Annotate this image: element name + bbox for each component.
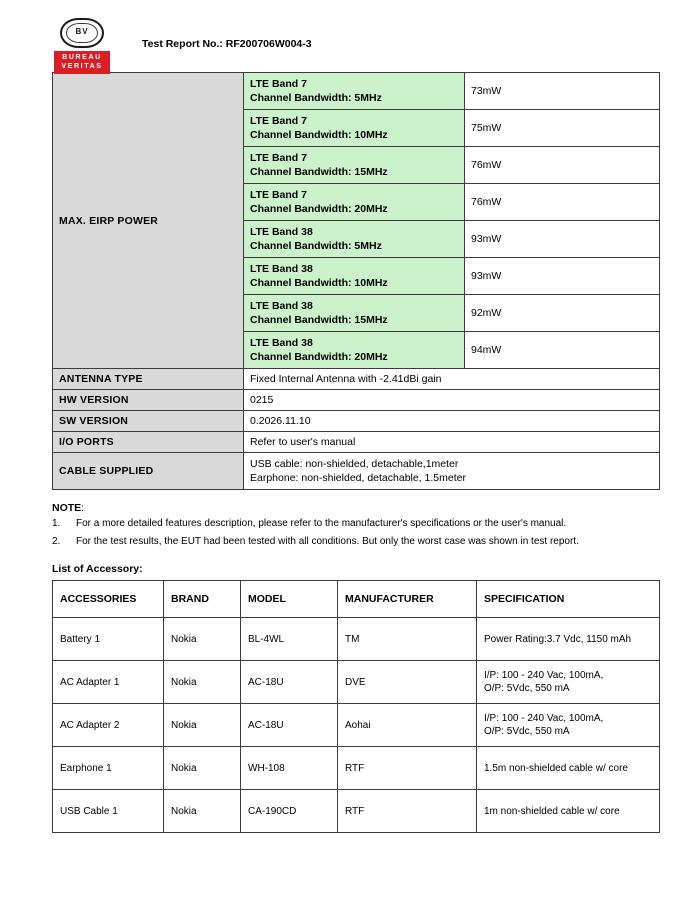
cell-specification bbox=[477, 618, 660, 661]
cell-specification bbox=[477, 790, 660, 833]
column-header-specification: SPECIFICATION bbox=[477, 581, 660, 618]
band-cell bbox=[244, 221, 465, 258]
cell-specification bbox=[477, 661, 660, 704]
spec-line-1: Power Rating:3.7 Vdc, 1150 mAh bbox=[484, 633, 632, 645]
logo-bar-line2: VERITAS bbox=[61, 63, 103, 70]
note-title-colon: : bbox=[81, 502, 85, 514]
spec-line-2: O/P: 5Vdc, 550 mA bbox=[484, 726, 570, 737]
column-header-accessories: ACCESSORIES bbox=[53, 581, 164, 618]
note-section bbox=[52, 502, 660, 549]
cell-brand: Nokia bbox=[164, 747, 241, 790]
row-value-sw-version: 0.2026.11.10 bbox=[244, 411, 660, 432]
eirp-value: 94mW bbox=[465, 332, 660, 369]
spec-line-1: I/P: 100 - 240 Vac, 100mA, bbox=[484, 713, 604, 724]
band-bandwidth: Channel Bandwidth: 20MHz bbox=[250, 351, 388, 363]
row-label-io-ports: I/O PORTS bbox=[53, 432, 244, 453]
bureau-veritas-logo bbox=[54, 18, 110, 74]
table-row bbox=[53, 704, 660, 747]
band-name: LTE Band 7 bbox=[250, 189, 307, 201]
cell-accessory: Battery 1 bbox=[53, 618, 164, 661]
row-value-antenna-type: Fixed Internal Antenna with -2.41dBi gain bbox=[244, 369, 660, 390]
band-name: LTE Band 38 bbox=[250, 337, 313, 349]
row-label-hw-version: HW VERSION bbox=[53, 390, 244, 411]
column-header-brand: BRAND bbox=[164, 581, 241, 618]
band-bandwidth: Channel Bandwidth: 5MHz bbox=[250, 240, 382, 252]
band-bandwidth: Channel Bandwidth: 15MHz bbox=[250, 314, 388, 326]
band-bandwidth: Channel Bandwidth: 20MHz bbox=[250, 203, 388, 215]
band-name: LTE Band 7 bbox=[250, 78, 307, 90]
cell-accessory: USB Cable 1 bbox=[53, 790, 164, 833]
cell-model: WH-108 bbox=[241, 747, 338, 790]
cell-manufacturer: DVE bbox=[338, 661, 477, 704]
table-row bbox=[53, 790, 660, 833]
cell-model: BL-4WL bbox=[241, 618, 338, 661]
cable-line-2: Earphone: non-shielded, detachable, 1.5meter bbox=[250, 472, 466, 484]
cell-brand: Nokia bbox=[164, 790, 241, 833]
list-item bbox=[52, 517, 660, 531]
band-cell bbox=[244, 110, 465, 147]
row-value-hw-version: 0215 bbox=[244, 390, 660, 411]
cell-specification bbox=[477, 704, 660, 747]
accessory-table bbox=[52, 580, 660, 833]
cell-brand: Nokia bbox=[164, 704, 241, 747]
band-bandwidth: Channel Bandwidth: 5MHz bbox=[250, 92, 382, 104]
table-row bbox=[53, 432, 660, 453]
band-name: LTE Band 38 bbox=[250, 300, 313, 312]
spec-line-1: 1m non-shielded cable w/ core bbox=[484, 805, 620, 817]
cell-accessory: AC Adapter 2 bbox=[53, 704, 164, 747]
eirp-label: MAX. EIRP POWER bbox=[53, 73, 244, 369]
note-title-text: NOTE bbox=[52, 502, 82, 514]
note-text: For the test results, the EUT had been tested with all conditions. But only the worst case was shown in test report. bbox=[76, 536, 579, 547]
accessory-title: List of Accessory: bbox=[52, 563, 143, 575]
logo-bar-line1: BUREAU bbox=[62, 54, 102, 61]
spec-line-1: I/P: 100 - 240 Vac, 100mA, bbox=[484, 670, 604, 681]
column-header-manufacturer: MANUFACTURER bbox=[338, 581, 477, 618]
table-row bbox=[53, 411, 660, 432]
spec-line-2: O/P: 5Vdc, 550 mA bbox=[484, 683, 570, 694]
cell-model: AC-18U bbox=[241, 704, 338, 747]
cell-manufacturer: RTF bbox=[338, 790, 477, 833]
table-row bbox=[53, 390, 660, 411]
row-label-antenna-type: ANTENNA TYPE bbox=[53, 369, 244, 390]
cell-accessory: Earphone 1 bbox=[53, 747, 164, 790]
band-bandwidth: Channel Bandwidth: 15MHz bbox=[250, 166, 388, 178]
eirp-value: 92mW bbox=[465, 295, 660, 332]
eirp-value: 93mW bbox=[465, 258, 660, 295]
seal-text: BV bbox=[75, 27, 89, 36]
table-row bbox=[53, 618, 660, 661]
eirp-value: 73mW bbox=[465, 73, 660, 110]
band-cell bbox=[244, 258, 465, 295]
band-name: LTE Band 38 bbox=[250, 226, 313, 238]
cell-manufacturer: Aohai bbox=[338, 704, 477, 747]
cell-brand: Nokia bbox=[164, 618, 241, 661]
spec-line-1: 1.5m non-shielded cable w/ core bbox=[484, 762, 628, 774]
column-header-model: MODEL bbox=[241, 581, 338, 618]
band-cell bbox=[244, 147, 465, 184]
document-header bbox=[22, 0, 678, 72]
table-row bbox=[53, 369, 660, 390]
cell-manufacturer: TM bbox=[338, 618, 477, 661]
note-title bbox=[52, 502, 660, 514]
band-name: LTE Band 7 bbox=[250, 152, 307, 164]
row-value-io-ports: Refer to user's manual bbox=[244, 432, 660, 453]
band-bandwidth: Channel Bandwidth: 10MHz bbox=[250, 277, 388, 289]
row-label-sw-version: SW VERSION bbox=[53, 411, 244, 432]
eirp-value: 76mW bbox=[465, 147, 660, 184]
eirp-value: 76mW bbox=[465, 184, 660, 221]
note-number: 1. bbox=[52, 518, 61, 529]
eirp-value: 75mW bbox=[465, 110, 660, 147]
report-number: Test Report No.: RF200706W004-3 bbox=[142, 38, 312, 50]
table-row bbox=[53, 73, 660, 110]
note-list bbox=[52, 517, 660, 549]
list-item bbox=[52, 535, 660, 549]
cell-accessory: AC Adapter 1 bbox=[53, 661, 164, 704]
eirp-value: 93mW bbox=[465, 221, 660, 258]
row-label-cable-supplied: CABLE SUPPLIED bbox=[53, 453, 244, 490]
band-bandwidth: Channel Bandwidth: 10MHz bbox=[250, 129, 388, 141]
row-value-cable-supplied bbox=[244, 453, 660, 490]
band-cell bbox=[244, 184, 465, 221]
cell-model: CA-190CD bbox=[241, 790, 338, 833]
cable-line-1: USB cable: non-shielded, detachable,1meter bbox=[250, 458, 459, 470]
band-name: LTE Band 7 bbox=[250, 115, 307, 127]
band-name: LTE Band 38 bbox=[250, 263, 313, 275]
cell-manufacturer: RTF bbox=[338, 747, 477, 790]
seal-icon bbox=[60, 18, 104, 48]
cell-brand: Nokia bbox=[164, 661, 241, 704]
logo-bar bbox=[54, 51, 110, 74]
note-text: For a more detailed features description, please refer to the manufacturer's specifications or the user's manual. bbox=[76, 518, 567, 529]
table-header-row bbox=[53, 581, 660, 618]
cell-specification bbox=[477, 747, 660, 790]
band-cell bbox=[244, 295, 465, 332]
table-row bbox=[53, 453, 660, 490]
band-cell bbox=[244, 332, 465, 369]
table-row bbox=[53, 747, 660, 790]
table-row bbox=[53, 661, 660, 704]
note-number: 2. bbox=[52, 536, 61, 547]
specification-table bbox=[52, 72, 660, 490]
cell-model: AC-18U bbox=[241, 661, 338, 704]
band-cell bbox=[244, 73, 465, 110]
